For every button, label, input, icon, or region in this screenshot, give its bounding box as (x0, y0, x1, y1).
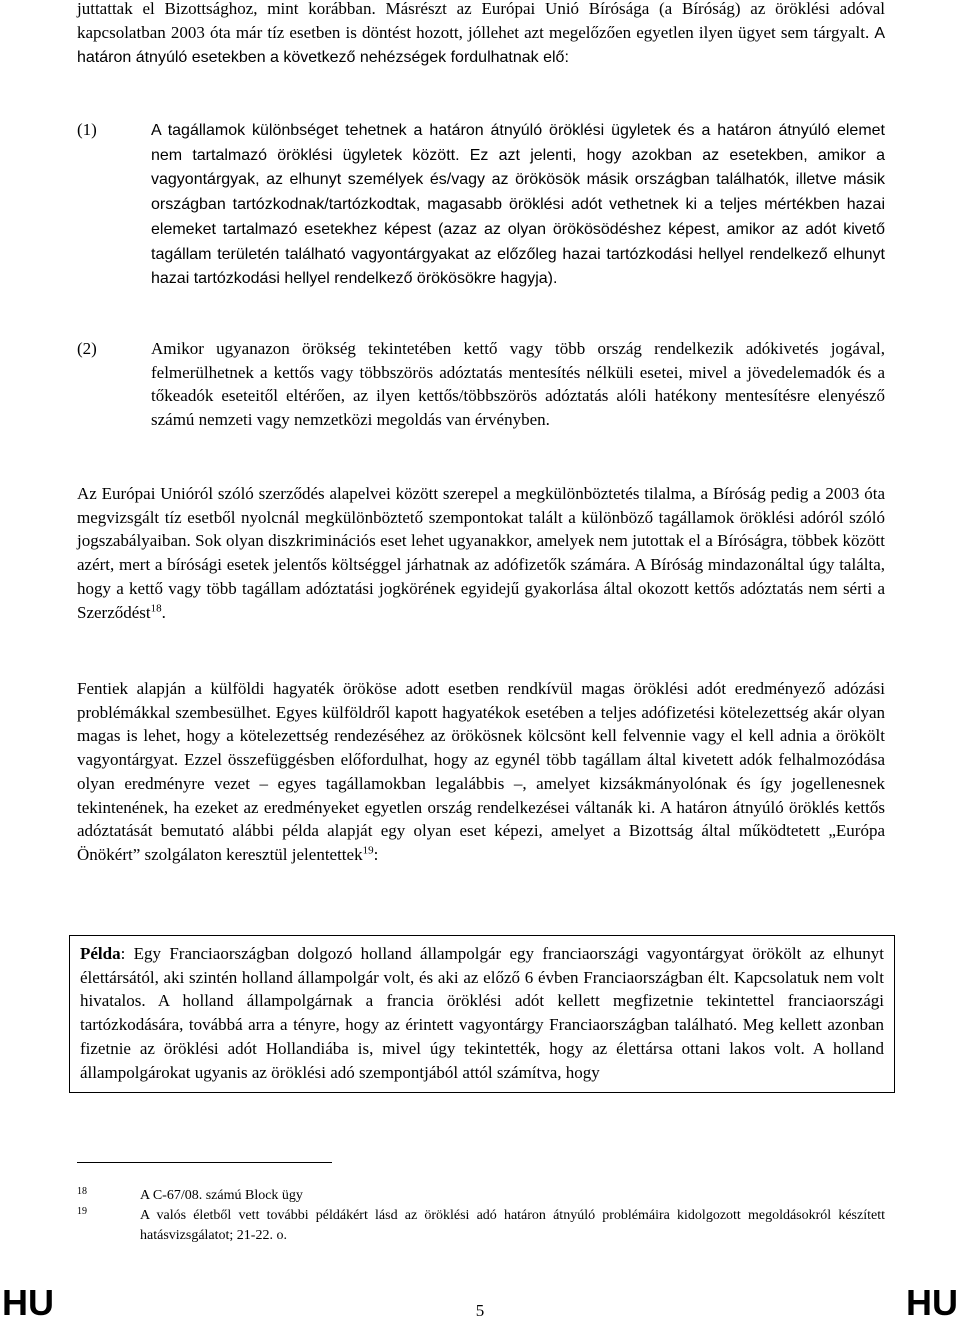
list-item-1 (77, 118, 885, 291)
footnote-separator (77, 1162, 332, 1163)
example-box (69, 935, 895, 1093)
paragraph-text: Az Európai Unióról szóló szerződés alapelvei között szerepel a megkülönböztetés tilalma, a Bíróság pedig a 2003 óta megvizsgált tíz esetből nyolcnál megkülönböztető szempontokat talált a különböző tagállamok öröklési adóról szóló jogszabályaiban. Sok olyan diszkriminációs eset lehet ugyanakkor, amelyek nem jutottak el a Bíróságra, többek között azért, mert a bírósági esetek jelentős költséggel járhatnak az adófizetők számára. A Bíróság mindazonáltal úgy találta, hogy a kettő vagy több tagállam adóztatási jogkörének egyidejű gyakorlása által okozott kettős adóztatás nem sérti a Szerződést (77, 484, 885, 622)
intro-text-serif: juttattak el Bizottsághoz, mint korábban. Másrészt az Európai Unió Bírósága (a Bíróság) az öröklési adóval kapcsolatban 2003 óta már tíz esetben is döntést hozott, jóllehet azt megelőzően egyetlen ilyen ügyet sem tárgyalt. (77, 0, 885, 42)
footer-language-left: HU (2, 1282, 54, 1323)
footnote-number: 19 (77, 1206, 87, 1217)
list-item-text-sans-cont: Ez azt jelenti, hogy azokban az esetekben, amikor a vagyontárgyak, az elhunyt személyek és/vagy az örökösök másik országban találhatók, illetve másik országban tartózkodnak/tartózkodtak, magasabb öröklési adót vethetnek ki a teljes mértékben hazai elemeket tartalmazó esetekhez képest (azaz az olyan örökösödéshez képest, amikor az adót kivető tagállam területén található vagyontárgyakat az előzőleg hazai tartózkodási hellyel rendelkező elhunyt hazai tartózkodási hellyel rendelkező örökösökre hagyja). (151, 146, 885, 288)
list-item-text: Amikor ugyanazon örökség tekintetében kettő vagy több ország rendelkezik adókivetés jogával, felmerülhetnek a kettős vagy többszörös adóztatás mentesítés nélküli esetei, mivel a jövedelemadók és a tőkeadók eseteitől eltérően, az ilyen kettős/többszörös adóztatás alóli hatékony mentesítésre elenyésző számú nemzeti vagy nemzetközi megoldás van érvényben. (151, 339, 885, 430)
body-paragraph-1 (77, 482, 885, 624)
footnote-19 (77, 1206, 885, 1246)
list-item-2 (77, 337, 885, 432)
footer-language-right: HU (906, 1282, 958, 1323)
intro-text-sans: A határon átnyúló esetekben a következő nehézségek fordulhatnak elő: (77, 24, 885, 67)
list-item-text-sans: A tagállamok különbséget tehetnek a határon átnyúló öröklési ügyletek és a határon átnyúló elemet nem tartalmazó öröklési ügyletek között. (151, 122, 885, 164)
paragraph-end: . (161, 602, 166, 622)
list-item-number: (1) (77, 120, 97, 139)
paragraph-text: Fentiek alapján a külföldi hagyaték örököse adott esetben rendkívül magas öröklési adót eredményező adózási problémákkal szembesülhet. Egyes külföldről kapott hagyatékok esetében a teljes adófizetési kötelezettség akár olyan magas is lehet, hogy a kötelezettség rendezéséhez az örökösnek kölcsönt kell felvennie vagy el kell adnia a örökölt vagyontárgyat. Ezzel összefüggésben előfordulhat, hogy az egynél több tagállam által kivetett adók felhalmozódása olyan eredményre vezet – egyes tagállamokban legalábbis –, amelyet kizsákmányolónak és így jogellenesnek tekintenének, ha ezeket az eredményeket egyetlen ország rendelkezései váltanák ki. A határon átnyúló öröklés kettős adóztatását bemutató alábbi példa alapját egy olyan eset képezi, amelyet a Bizottság által működtetett „Európa Önökért” szolgálaton keresztül jelentettek (77, 679, 885, 864)
footnote-number: 18 (77, 1186, 87, 1197)
footnote-text: A C-67/08. számú Block ügy (140, 1188, 303, 1203)
list-item-number: (2) (77, 339, 97, 358)
footnote-18 (77, 1186, 885, 1206)
example-body: : Egy Franciaországban dolgozó holland állampolgár egy franciaországi vagyontárgyat örökölt az elhunyt élettársától, aki szintén holland állampolgár volt, és aki az előző 6 évben Franciaországban élt. Kapcsolatuk nem volt hivatalos. A holland állampolgárnak a francia öröklési adót kellett megfizetnie tekintettel franciaországi tartózkodására, továbbá arra a tényre, hogy az érintett vagyontárgy Franciaországban található. Meg kellett azonban fizetnie az öröklési adót Hollandiába is, mivel úgy tekintették, hogy az élettársa ottani lakos volt. A holland állampolgárokat ugyanis az öröklési adó szempontjából attól számítva, hogy (80, 944, 884, 1082)
body-paragraph-2 (77, 677, 885, 867)
footnote-ref-19[interactable]: 19 (362, 844, 374, 857)
example-text (80, 942, 884, 1084)
example-label: Példa (80, 944, 121, 963)
footnote-text: A valós életből vett további példákért lásd az öröklési adó határon átnyúló problémáira kidolgozott megoldásokról készített hatásvizsgálatot; 21-22. o. (140, 1208, 885, 1243)
intro-paragraph (77, 0, 885, 70)
footnote-ref-18[interactable]: 18 (150, 601, 162, 614)
page-number: 5 (475, 1301, 485, 1320)
paragraph-end: : (373, 844, 379, 864)
